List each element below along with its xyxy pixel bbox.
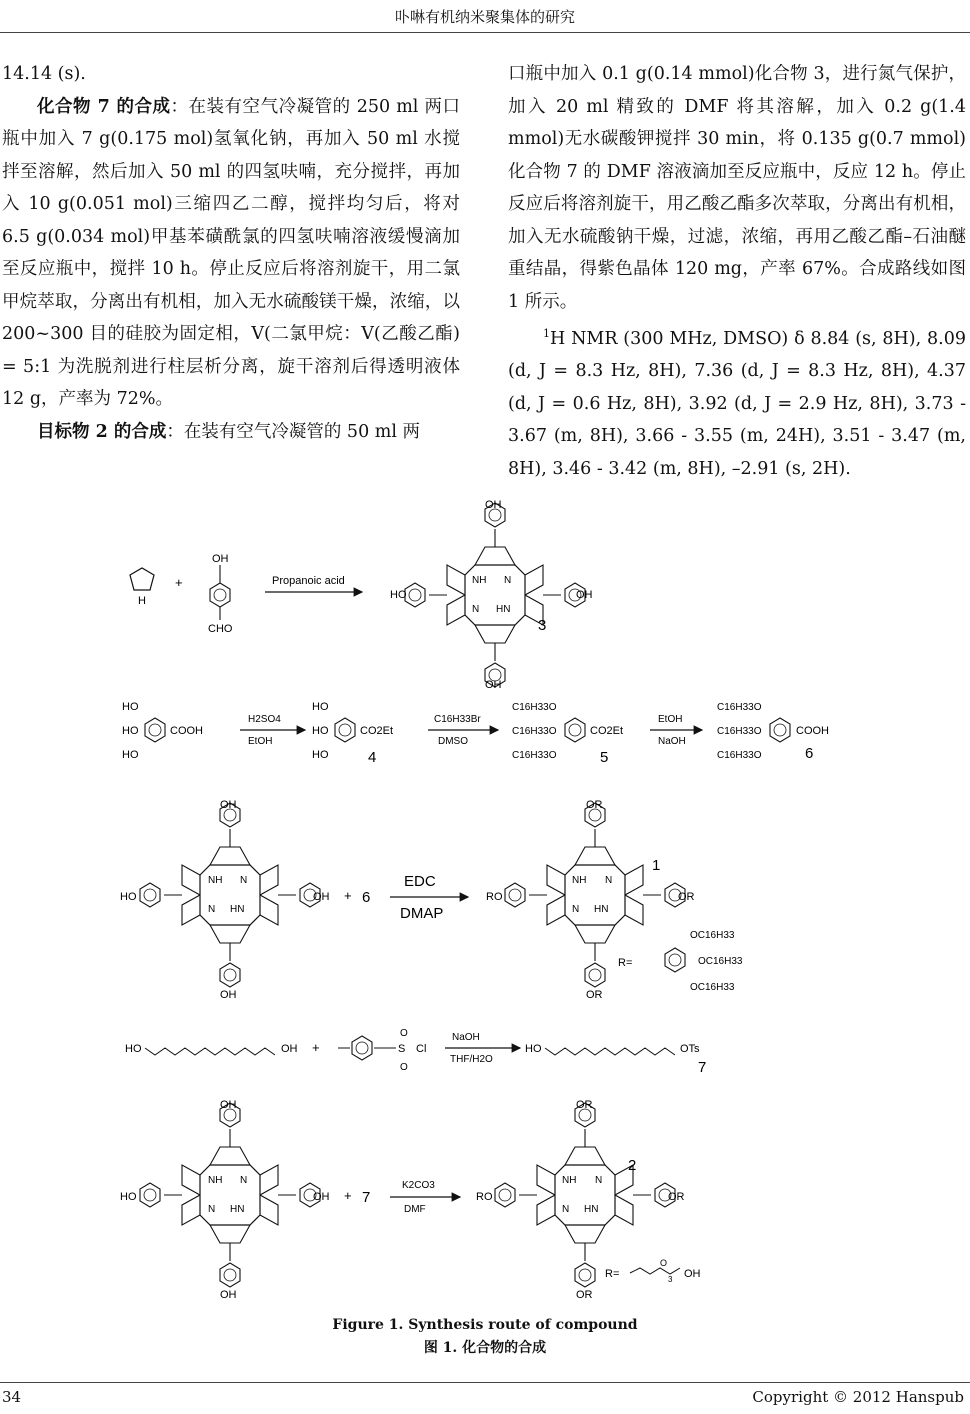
r3-n: N xyxy=(240,875,248,886)
p1-right-or: OR xyxy=(678,891,695,903)
reaction-2 xyxy=(122,701,829,766)
r-label-1: R= xyxy=(618,957,633,969)
c7-ots: OTs xyxy=(680,1043,700,1055)
sulfonyl-s: S xyxy=(398,1043,406,1055)
c5-alkoxy-2: C16H33O xyxy=(512,726,557,737)
compound-7-heading: 化合物 7 的合成 xyxy=(37,96,171,117)
compound-1-label: 1 xyxy=(652,857,661,874)
c6-cooh: COOH xyxy=(796,725,829,737)
nmr-data: H NMR (300 MHz, DMSO) δ 8.84 (s, 8H), 8.09 (d, J = 8.3 Hz, 8H), 7.36 (d, J = 8.3 Hz, 8H), 4.37 (d, J = 0.6 Hz, 8H), 3.92 (d, J = 2.9 Hz, 8H), 3.73 - 3.67 (m, 8H), 3.66 - 3.55 (m, 24H), 3.51 - 3.47 (m, 8H), 3.46 - 3.42 (m, 8H), –2.91 (s, 2H). xyxy=(508,328,966,479)
gallic-ho-2: HO xyxy=(122,725,139,737)
dmso-label: DMSO xyxy=(438,736,468,747)
r3-reagent-6: 6 xyxy=(362,889,371,906)
p3-top-oh: OH xyxy=(485,499,502,511)
r5-bottom-oh: OH xyxy=(220,1289,237,1301)
r5-right-oh: OH xyxy=(313,1191,330,1203)
c4-ho-3: HO xyxy=(312,749,329,761)
r-oc16-1: OC16H33 xyxy=(690,930,735,941)
sulfonyl-cl: Cl xyxy=(416,1043,427,1055)
c7-ho: HO xyxy=(525,1043,542,1055)
compound-7-text: ：在装有空气冷凝管的 250 ml 两口瓶中加入 7 g(0.175 mol)氢氧化钠，再加入 50 ml 水搅拌至溶解，然后加入 50 ml 的四氢呋喃，充分搅拌，再加入 10 g(0.051 mol)三缩四乙二醇，搅拌均匀后，将对 6.5 g(0.034 mol)甲基苯磺酰氯的四氢呋喃溶液缓慢滴加至反应瓶中，搅拌 10 h。停止反应后将溶剂旋干，用二氯甲烷萃取，分离出有机相，加入无水硫酸镁干燥，浓缩，以 200~300 目的硅胶为固定相，V(二氯甲烷：V(乙酸乙酯) = 5:1 为洗脱剂进行柱层析分离，旋干溶剂后得透明液体 12 g，产率为 72%。 xyxy=(2,96,460,409)
r5-left-ho: HO xyxy=(120,1191,137,1203)
r5-n: N xyxy=(240,1175,248,1186)
reaction-1 xyxy=(130,499,593,691)
paragraph-target-2 xyxy=(2,416,460,449)
page-number: 34 xyxy=(2,1388,22,1406)
p3-hn: HN xyxy=(496,604,511,615)
footer-rule xyxy=(0,1382,970,1383)
r3-hn: HN xyxy=(230,904,245,915)
p1-left-ro: RO xyxy=(486,891,503,903)
r2-o: O xyxy=(660,1258,668,1268)
paragraph-nmr xyxy=(508,318,966,485)
r5-top-oh: OH xyxy=(220,1099,237,1111)
r-oc16-2: OC16H33 xyxy=(698,956,743,967)
p1-n-bottom: N xyxy=(572,904,580,915)
pyrrole-structure xyxy=(130,568,154,590)
p3-n-top: N xyxy=(504,575,512,586)
k2co3-label: K2CO3 xyxy=(402,1180,435,1191)
r5-n-bottom: N xyxy=(208,1204,216,1215)
c4-ho-2: HO xyxy=(312,725,329,737)
porphyrin-3 xyxy=(405,503,585,687)
target-2-text: ：在装有空气冷凝管的 50 ml 两 xyxy=(166,421,421,442)
compound-5-ring xyxy=(565,718,585,742)
porphyrin-1 xyxy=(505,803,685,987)
p2-nh: NH xyxy=(562,1175,577,1186)
naoh-label: NaOH xyxy=(658,736,686,747)
running-header: 卟啉有机纳米聚集体的研究 xyxy=(394,8,575,26)
compound-5-label: 5 xyxy=(600,749,609,766)
h2so4-label: H2SO4 xyxy=(248,714,281,725)
nmr-superscript: 1 xyxy=(543,327,550,340)
c6-alkoxy-3: C16H33O xyxy=(717,750,762,761)
benzaldehyde-ring xyxy=(210,583,230,607)
r3-left-ho: HO xyxy=(120,891,137,903)
paragraph-compound-7 xyxy=(2,91,460,416)
gallic-acid-ring xyxy=(145,718,165,742)
c4-ester: CO2Et xyxy=(360,725,394,737)
synthesis-scheme xyxy=(100,490,870,1310)
r2-repeat: 3 xyxy=(668,1275,673,1284)
figure-caption-en: Figure 1. Synthesis route of compound xyxy=(332,1317,638,1333)
r5-hn: HN xyxy=(230,1204,245,1215)
naoh-label-2: NaOH xyxy=(452,1032,480,1043)
paragraph-target-2-cont: 口瓶中加入 0.1 g(0.14 mmol)化合物 3，进行氮气保护，加入 20 ml 精致的 DMF 将其溶解，加入 0.2 g(1.4 mmol)无水碳酸钾搅拌 30 min，将 0.135 g(0.7 mmol)化合物 7 的 DMF 溶液滴加至反应瓶中，反应 12 h。停止反应后将溶剂旋干，用乙酸乙酯多次萃取，分离出有机相，加入无水硫酸钠干燥，过滤，浓缩，再用乙酸乙酯–石油醚重结晶，得紫色晶体 120 mg，产率 67%。合成路线如图 1 所示。 xyxy=(508,64,966,312)
figure-caption-zh: 图 1. 化合物的合成 xyxy=(423,1340,547,1356)
porphyrin-3-reactant-2 xyxy=(140,1103,320,1287)
compound-4-label: 4 xyxy=(368,749,377,766)
c6-alkoxy-2: C16H33O xyxy=(717,726,762,737)
p1-n: N xyxy=(605,875,613,886)
copyright-notice: Copyright © 2012 Hanspub xyxy=(752,1388,964,1406)
p3-nh: NH xyxy=(472,575,487,586)
p3-bottom-oh: OH xyxy=(485,679,502,691)
dmf-label: DMF xyxy=(404,1204,426,1215)
p1-top-or: OR xyxy=(586,799,603,811)
c16h33br-label: C16H33Br xyxy=(434,714,481,725)
sulfonyl-o-bottom: O xyxy=(400,1062,408,1073)
scheme-svg xyxy=(100,490,870,1310)
thf-h2o-label: THF/H2O xyxy=(450,1054,493,1065)
r3-nh: NH xyxy=(208,875,223,886)
dmap-label: DMAP xyxy=(400,905,444,922)
etoh-label-1: EtOH xyxy=(248,736,273,747)
teg-oh: OH xyxy=(281,1043,298,1055)
compound-6-ring xyxy=(770,718,790,742)
p2-bottom-or: OR xyxy=(576,1289,593,1301)
r3-right-oh: OH xyxy=(313,891,330,903)
cho-label: CHO xyxy=(208,623,233,635)
c5-ester: CO2Et xyxy=(590,725,624,737)
reaction-4 xyxy=(125,1028,706,1076)
p2-n-bottom: N xyxy=(562,1204,570,1215)
compound-4-ring xyxy=(335,718,355,742)
compound-2-label: 2 xyxy=(628,1157,637,1174)
right-column xyxy=(508,58,966,485)
p3-left-ho: HO xyxy=(390,589,407,601)
reaction-3 xyxy=(120,799,743,1001)
p1-bottom-or: OR xyxy=(586,989,603,1001)
r3-n-bottom: N xyxy=(208,904,216,915)
r3-plus: + xyxy=(344,888,352,903)
p2-left-ro: RO xyxy=(476,1191,493,1203)
p1-hn: HN xyxy=(594,904,609,915)
etoh-label-2: EtOH xyxy=(658,714,683,725)
r5-nh: NH xyxy=(208,1175,223,1186)
p1-nh: NH xyxy=(572,875,587,886)
r5-plus: + xyxy=(344,1188,352,1203)
p2-right-or: OR xyxy=(668,1191,685,1203)
header-rule xyxy=(0,32,970,33)
gallic-ho-1: HO xyxy=(122,701,139,713)
plus-sign: + xyxy=(175,575,183,590)
target-2-heading: 目标物 2 的合成 xyxy=(37,421,167,442)
c5-alkoxy-1: C16H33O xyxy=(512,702,557,713)
r4-plus: + xyxy=(312,1040,320,1055)
r-group-ring xyxy=(665,948,685,972)
benzaldehyde-oh-label: OH xyxy=(212,553,229,565)
p2-n: N xyxy=(595,1175,603,1186)
p3-right-oh: OH xyxy=(576,589,593,601)
edc-label: EDC xyxy=(404,873,436,890)
porphyrin-2 xyxy=(495,1103,675,1287)
compound-7-label: 7 xyxy=(698,1059,707,1076)
p2-top-or: OR xyxy=(576,1099,593,1111)
sulfonyl-o-top: O xyxy=(400,1028,408,1039)
propanoic-acid-label: Propanoic acid xyxy=(272,575,345,587)
left-column xyxy=(2,58,460,448)
r-oc16-3: OC16H33 xyxy=(690,982,735,993)
p3-n-bottom: N xyxy=(472,604,480,615)
c4-ho-1: HO xyxy=(312,701,329,713)
teg-ho: HO xyxy=(125,1043,142,1055)
c5-alkoxy-3: C16H33O xyxy=(512,750,557,761)
reaction-5 xyxy=(120,1099,701,1301)
pyrrole-h-label: H xyxy=(138,595,146,607)
tosyl-ring xyxy=(352,1036,372,1060)
p2-hn: HN xyxy=(584,1204,599,1215)
paragraph-nmr-end: 14.14 (s). xyxy=(2,64,86,84)
gallic-cooh: COOH xyxy=(170,725,203,737)
r2-oh: OH xyxy=(684,1268,701,1280)
r5-reagent-7: 7 xyxy=(362,1189,371,1206)
compound-6-label: 6 xyxy=(805,745,814,762)
r3-top-oh: OH xyxy=(220,799,237,811)
c6-alkoxy-1: C16H33O xyxy=(717,702,762,713)
r3-bottom-oh: OH xyxy=(220,989,237,1001)
gallic-ho-3: HO xyxy=(122,749,139,761)
porphyrin-3-reactant xyxy=(140,803,320,987)
r-label-2: R= xyxy=(605,1268,620,1280)
compound-3-label: 3 xyxy=(538,617,547,634)
